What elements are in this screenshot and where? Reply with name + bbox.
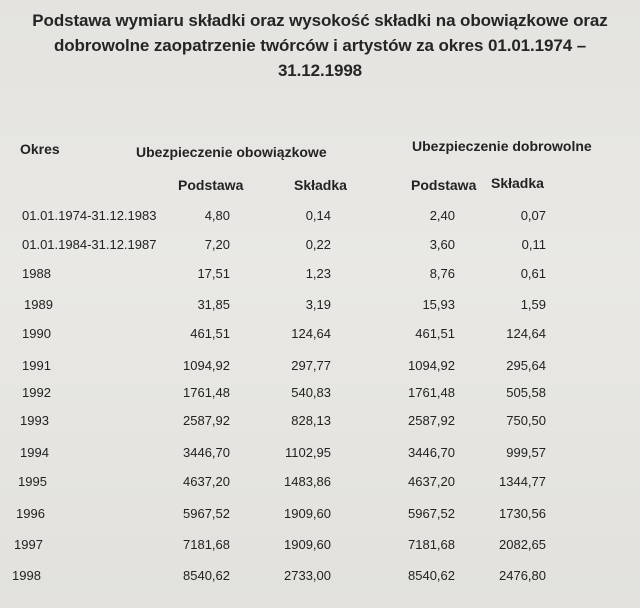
- cell-mandatory-contribution: 1483,86: [284, 474, 331, 489]
- cell-voluntary-base: 7181,68: [408, 537, 455, 552]
- cell-mandatory-base: 5967,52: [183, 506, 230, 521]
- table-row: [0, 266, 640, 286]
- cell-voluntary-base: 2,40: [429, 208, 455, 223]
- cell-voluntary-contribution: 1,59: [520, 297, 546, 312]
- cell-mandatory-base: 8540,62: [183, 568, 230, 583]
- cell-mandatory-base: 7,20: [204, 237, 230, 252]
- cell-voluntary-base: 2587,92: [408, 413, 455, 428]
- cell-voluntary-contribution: 505,58: [506, 385, 546, 400]
- cell-period: 1993: [20, 413, 49, 428]
- table-row: [0, 326, 640, 346]
- header-voluntary-contribution: Składka: [491, 175, 544, 191]
- cell-voluntary-base: 8,76: [429, 266, 455, 281]
- cell-mandatory-base: 3446,70: [183, 445, 230, 460]
- cell-mandatory-contribution: 0,14: [305, 208, 331, 223]
- title-line-2: dobrowolne zaopatrzenie twórców i artystów za okres 01.01.1974 – 31.12.1998: [53, 36, 587, 80]
- cell-voluntary-base: 1094,92: [408, 358, 455, 373]
- cell-voluntary-base: 1761,48: [408, 385, 455, 400]
- table-row: [0, 208, 640, 228]
- table-row: [0, 413, 640, 433]
- header-voluntary-group: Ubezpieczenie dobrowolne: [412, 138, 592, 154]
- table-row: [0, 237, 640, 257]
- cell-voluntary-base: 461,51: [415, 326, 455, 341]
- cell-period: 01.01.1974-31.12.1983: [22, 208, 157, 223]
- header-mandatory-group: Ubezpieczenie obowiązkowe: [136, 144, 327, 160]
- cell-mandatory-contribution: 3,19: [305, 297, 331, 312]
- cell-voluntary-contribution: 0,11: [521, 237, 546, 252]
- cell-period: 1998: [12, 568, 41, 583]
- cell-period: 1988: [22, 266, 51, 281]
- cell-mandatory-contribution: 540,83: [291, 385, 331, 400]
- cell-voluntary-base: 15,93: [422, 297, 455, 312]
- cell-mandatory-base: 2587,92: [183, 413, 230, 428]
- cell-mandatory-contribution: 297,77: [291, 358, 331, 373]
- cell-voluntary-contribution: 999,57: [506, 445, 546, 460]
- table-row: [0, 385, 640, 405]
- cell-mandatory-contribution: 1909,60: [284, 537, 331, 552]
- table-row: [0, 537, 640, 557]
- cell-voluntary-base: 8540,62: [408, 568, 455, 583]
- cell-voluntary-contribution: 1344,77: [499, 474, 546, 489]
- cell-voluntary-contribution: 750,50: [506, 413, 546, 428]
- cell-period: 1994: [20, 445, 49, 460]
- cell-mandatory-base: 4637,20: [183, 474, 230, 489]
- cell-mandatory-contribution: 0,22: [305, 237, 331, 252]
- cell-mandatory-base: 31,85: [197, 297, 230, 312]
- header-period: Okres: [20, 141, 60, 157]
- cell-mandatory-contribution: 124,64: [291, 326, 331, 341]
- document-title: [20, 8, 620, 83]
- cell-mandatory-contribution: 1909,60: [284, 506, 331, 521]
- cell-period: 1992: [22, 385, 51, 400]
- cell-mandatory-contribution: 828,13: [291, 413, 331, 428]
- cell-voluntary-base: 4637,20: [408, 474, 455, 489]
- table-row: [0, 506, 640, 526]
- cell-period: 1990: [22, 326, 51, 341]
- cell-voluntary-contribution: 0,07: [520, 208, 546, 223]
- table-row: [0, 358, 640, 378]
- cell-voluntary-contribution: 2082,65: [499, 537, 546, 552]
- cell-mandatory-base: 4,80: [204, 208, 230, 223]
- cell-period: 1996: [16, 506, 45, 521]
- table-row: [0, 297, 640, 317]
- cell-voluntary-base: 5967,52: [408, 506, 455, 521]
- cell-period: 1989: [24, 297, 53, 312]
- cell-period: 1997: [14, 537, 43, 552]
- cell-voluntary-contribution: 1730,56: [499, 506, 546, 521]
- cell-mandatory-contribution: 1102,95: [284, 445, 331, 460]
- header-voluntary-base: Podstawa: [411, 177, 477, 193]
- cell-mandatory-base: 17,51: [197, 266, 230, 281]
- cell-mandatory-base: 1094,92: [183, 358, 230, 373]
- cell-voluntary-base: 3446,70: [408, 445, 455, 460]
- cell-mandatory-base: 7181,68: [183, 537, 230, 552]
- cell-period: 1995: [18, 474, 47, 489]
- cell-voluntary-contribution: 2476,80: [499, 568, 546, 583]
- cell-period: 01.01.1984-31.12.1987: [22, 237, 157, 252]
- cell-period: 1991: [22, 358, 51, 373]
- cell-voluntary-contribution: 295,64: [506, 358, 546, 373]
- cell-voluntary-base: 3,60: [429, 237, 455, 252]
- cell-mandatory-base: 461,51: [190, 326, 230, 341]
- title-line-1: Podstawa wymiaru składki oraz wysokość składki na obowiązkowe oraz: [32, 11, 608, 30]
- table-row: [0, 568, 640, 588]
- cell-voluntary-contribution: 0,61: [520, 266, 546, 281]
- header-mandatory-contribution: Składka: [294, 177, 347, 193]
- cell-mandatory-contribution: 1,23: [305, 266, 331, 281]
- cell-mandatory-contribution: 2733,00: [284, 568, 331, 583]
- table-row: [0, 445, 640, 465]
- cell-voluntary-contribution: 124,64: [506, 326, 546, 341]
- cell-mandatory-base: 1761,48: [183, 385, 230, 400]
- table-row: [0, 474, 640, 494]
- header-mandatory-base: Podstawa: [178, 177, 244, 193]
